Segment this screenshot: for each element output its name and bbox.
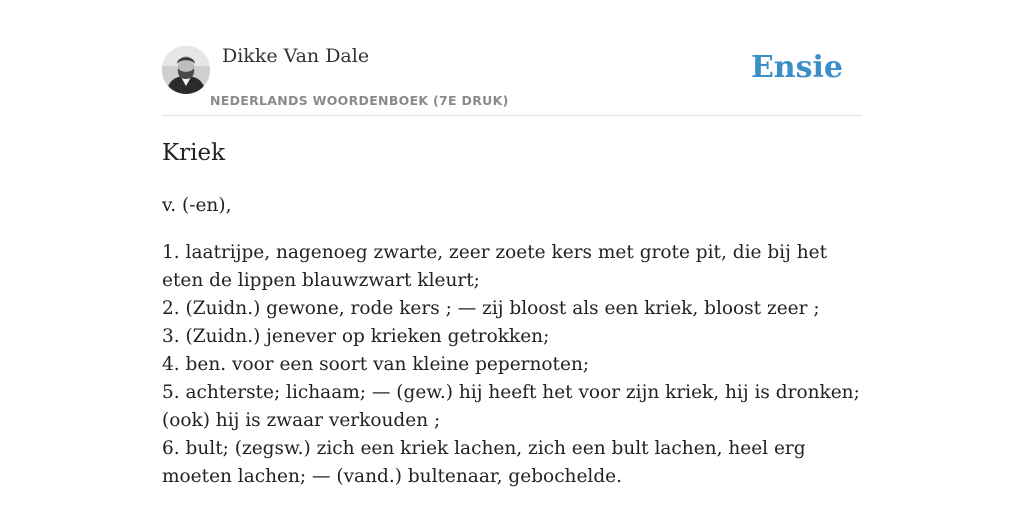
author-avatar xyxy=(162,46,210,94)
entry-title: Kriek xyxy=(162,140,226,166)
brand-logo[interactable]: Ensie xyxy=(750,50,843,85)
source-label[interactable]: NEDERLANDS WOORDENBOEK (7E DRUK) xyxy=(210,93,509,108)
header-divider xyxy=(162,115,862,116)
definition-item: 4. ben. voor een soort van kleine pepernoten; xyxy=(162,354,590,375)
definition-item: 5. achterste; lichaam; — (gew.) hij heeft het voor zijn kriek, hij is dronken; (ook) hij is zwaar verkouden ; xyxy=(162,382,860,431)
definition-item: 6. bult; (zegsw.) zich een kriek lachen, zich een bult lachen, heel erg moeten lachen; — (vand.) bultenaar, gebochelde. xyxy=(162,438,806,487)
author-name[interactable]: Dikke Van Dale xyxy=(222,45,370,67)
entry-grammar: v. (-en), xyxy=(162,195,232,216)
definition-item: 1. laatrijpe, nagenoeg zwarte, zeer zoete kers met grote pit, die bij het eten de lippen blauwzwart kleurt; xyxy=(162,242,827,291)
definition-item: 3. (Zuidn.) jenever op krieken getrokken; xyxy=(162,326,550,347)
definition-item: 2. (Zuidn.) gewone, rode kers ; — zij bloost als een kriek, bloost zeer ; xyxy=(162,298,820,319)
definition-list xyxy=(162,239,862,491)
